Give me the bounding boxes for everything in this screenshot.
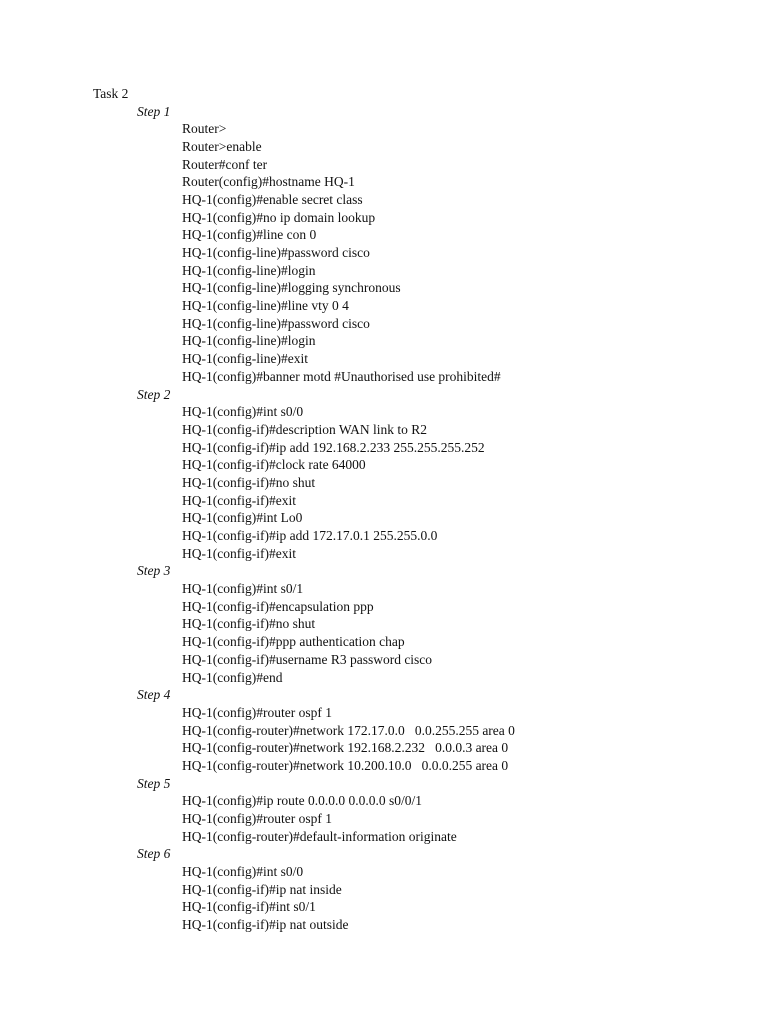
command-line: HQ-1(config-if)#ip add 172.17.0.1 255.255.0.0 bbox=[182, 528, 438, 543]
command-line: HQ-1(config)#int s0/0 bbox=[182, 864, 304, 880]
command-line: HQ-1(config-if)#exit bbox=[182, 545, 296, 561]
step-section bbox=[0, 845, 768, 933]
step-section bbox=[0, 775, 768, 846]
command-line: HQ-1(config-if)#description WAN link to R2 bbox=[182, 421, 427, 437]
command-line: HQ-1(config-if)#ppp authentication chap bbox=[182, 634, 405, 650]
command-line: HQ-1(config-if)#encapsulation ppp bbox=[182, 598, 374, 614]
command-list bbox=[0, 704, 768, 775]
command-line: HQ-1(config-if)#username R3 password cisco bbox=[182, 651, 433, 667]
command-line: HQ-1(config)#no ip domain lookup bbox=[182, 209, 376, 225]
command-line: HQ-1(config-line)#line vty 0 4 bbox=[182, 298, 349, 314]
command-line: HQ-1(config-if)#ip nat inside bbox=[182, 881, 342, 897]
step-section bbox=[0, 562, 768, 686]
command-line: HQ-1(config-if)#ip add 192.168.2.233 255.255.255.252 bbox=[182, 439, 485, 455]
step-label: Step 2 bbox=[137, 386, 171, 402]
step-label: Step 1 bbox=[137, 103, 171, 119]
steps-container bbox=[0, 103, 768, 934]
task-title: Task 2 bbox=[93, 86, 129, 101]
command-line: HQ-1(config-if)#ip nat outside bbox=[182, 917, 349, 933]
command-line: Router(config)#hostname HQ-1 bbox=[182, 174, 355, 190]
step-label: Step 5 bbox=[137, 775, 171, 791]
command-line: HQ-1(config-router)#network 172.17.0.0 0.0.255.255 area 0 bbox=[182, 722, 515, 738]
command-line: HQ-1(config-router)#network 192.168.2.232 0.0.0.3 area 0 bbox=[182, 740, 509, 756]
command-line: HQ-1(config)#line con 0 bbox=[182, 227, 317, 243]
command-line: HQ-1(config-if)#exit bbox=[182, 492, 296, 508]
command-line: HQ-1(config)#int Lo0 bbox=[182, 510, 303, 526]
command-line: HQ-1(config-line)#login bbox=[182, 333, 316, 349]
command-line: Router> bbox=[182, 121, 227, 137]
command-list bbox=[0, 403, 768, 562]
command-line: HQ-1(config-line)#password cisco bbox=[182, 245, 370, 260]
command-line: HQ-1(config)#banner motd #Unauthorised use prohibited# bbox=[182, 368, 501, 384]
command-line: HQ-1(config)#router ospf 1 bbox=[182, 811, 332, 826]
step-section bbox=[0, 686, 768, 774]
command-list bbox=[0, 580, 768, 686]
step-label: Step 6 bbox=[137, 846, 171, 862]
step-label: Step 3 bbox=[137, 563, 171, 579]
command-line: HQ-1(config)#enable secret class bbox=[182, 191, 363, 207]
step-section bbox=[0, 386, 768, 563]
step-section bbox=[0, 103, 768, 386]
command-line: HQ-1(config-line)#exit bbox=[182, 351, 308, 367]
command-line: HQ-1(config-if)#no shut bbox=[182, 616, 316, 632]
command-line: HQ-1(config)#int s0/0 bbox=[182, 404, 304, 420]
command-line: HQ-1(config-if)#int s0/1 bbox=[182, 899, 316, 915]
command-list bbox=[0, 120, 768, 385]
command-line: HQ-1(config-if)#clock rate 64000 bbox=[182, 457, 366, 473]
command-line: HQ-1(config)#end bbox=[182, 669, 283, 685]
command-line: HQ-1(config)#int s0/1 bbox=[182, 581, 304, 597]
command-line: HQ-1(config)#ip route 0.0.0.0 0.0.0.0 s0/0/1 bbox=[182, 793, 422, 809]
command-line: HQ-1(config-router)#network 10.200.10.0 0.0.0.255 area 0 bbox=[182, 757, 509, 773]
command-line: HQ-1(config-line)#login bbox=[182, 262, 316, 278]
step-label: Step 4 bbox=[137, 687, 171, 703]
command-line: HQ-1(config)#router ospf 1 bbox=[182, 704, 332, 720]
command-line: HQ-1(config-router)#default-information originate bbox=[182, 828, 457, 844]
command-list bbox=[0, 792, 768, 845]
command-line: HQ-1(config-line)#password cisco bbox=[182, 315, 370, 331]
command-line: Router#conf ter bbox=[182, 156, 268, 172]
command-line: HQ-1(config-line)#logging synchronous bbox=[182, 280, 401, 296]
command-line: HQ-1(config-if)#no shut bbox=[182, 474, 316, 490]
command-list bbox=[0, 863, 768, 934]
command-line: Router>enable bbox=[182, 138, 262, 154]
